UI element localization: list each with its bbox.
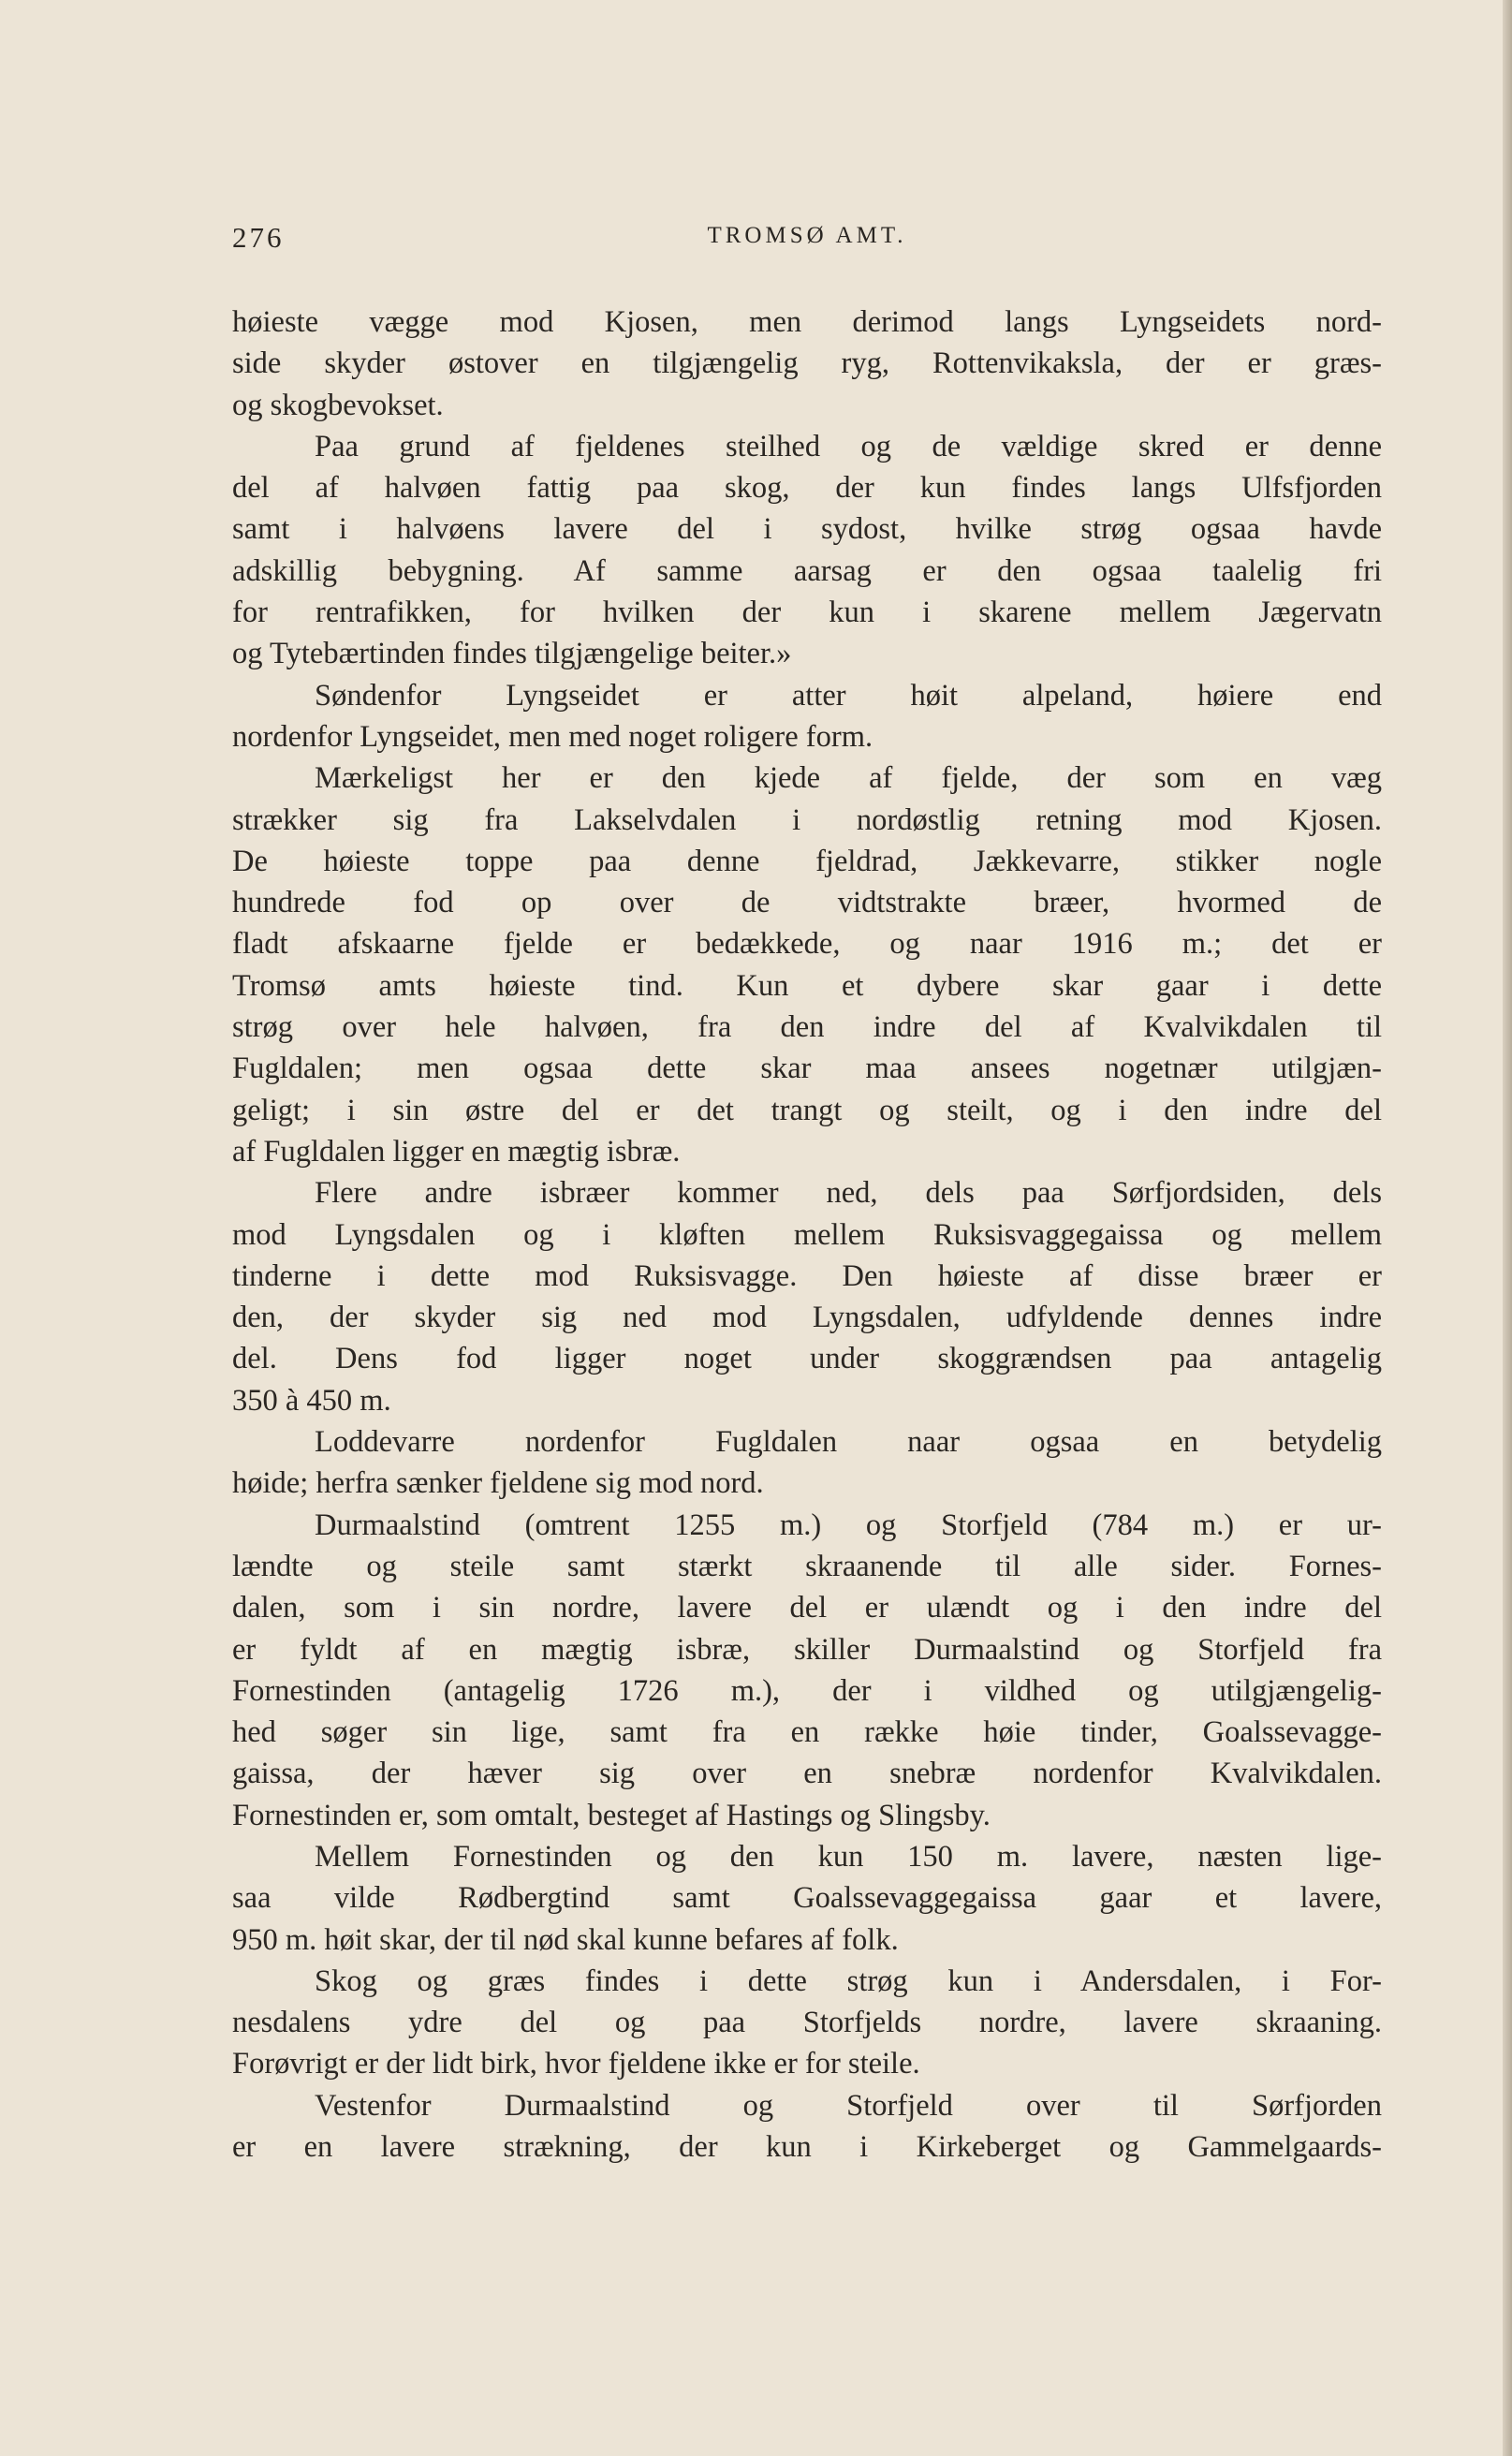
text-line: Mellem Fornestinden og den kun 150 m. lavere, næsten lige- <box>315 1839 1382 1874</box>
text-line: Skog og græs findes i dette strøg kun i Andersdalen, i For- <box>315 1963 1382 1998</box>
text-line: Durmaalstind (omtrent 1255 m.) og Storfjeld (784 m.) er ur- <box>315 1507 1382 1542</box>
text-line: geligt; i sin østre del er det trangt og steilt, og i den indre del <box>232 1093 1382 1127</box>
page-edge <box>1503 0 1512 2456</box>
text-line: samt i halvøens lavere del i sydost, hvilke strøg ogsaa havde <box>232 512 1382 547</box>
text-line: lændte og steile samt stærkt skraanende til alle sider. Fornes- <box>232 1549 1382 1583</box>
text-line: De høieste toppe paa denne fjeldrad, Jækkevarre, stikker nogle <box>232 844 1382 878</box>
text-line: strøg over hele halvøen, fra den indre del af Kvalvikdalen til <box>232 1010 1382 1045</box>
text-line: og skogbevokset. <box>232 388 444 422</box>
page-header <box>232 221 1382 258</box>
text-line: Tromsø amts høieste tind. Kun et dybere skar gaar i dette <box>232 968 1382 1003</box>
text-line: tinderne i dette mod Ruksisvagge. Den høieste af disse bræer er <box>232 1258 1382 1293</box>
body-text <box>232 301 1382 2168</box>
text-line: og Tytebærtinden findes tilgjængelige beiter.» <box>232 637 792 671</box>
text-line: Loddevarre nordenfor Fugldalen naar ogsaa en betydelig <box>315 1425 1382 1460</box>
text-line: dalen, som i sin nordre, lavere del er ulændt og i den indre del <box>232 1591 1382 1625</box>
text-line: er en lavere strækning, der kun i Kirkeberget og Gammelgaards- <box>232 2130 1382 2165</box>
text-line: Forøvrigt er der lidt birk, hvor fjeldene ikke er for steile. <box>232 2047 920 2081</box>
text-line: strækker sig fra Lakselvdalen i nordøstlig retning mod Kjosen. <box>232 802 1382 837</box>
text-line: høide; herfra sænker fjeldene sig mod nord. <box>232 1466 764 1501</box>
text-line: fladt afskaarne fjelde er bedækkede, og naar 1916 m.; det er <box>232 927 1382 962</box>
text-line: saa vilde Rødbergtind samt Goalssevaggegaissa gaar et lavere, <box>232 1881 1382 1916</box>
text-line: 350 à 450 m. <box>232 1383 391 1418</box>
text-line: af Fugldalen ligger en mægtig isbræ. <box>232 1134 681 1169</box>
page-number: 276 <box>232 221 285 254</box>
text-line: hed søger sin lige, samt fra en række høie tinder, Goalssevagge- <box>232 1715 1382 1750</box>
text-line: for rentrafikken, for hvilken der kun i skarene mellem Jægervatn <box>232 596 1382 630</box>
text-line: hundrede fod op over de vidtstrakte bræer, hvormed de <box>232 886 1382 920</box>
text-line: del. Dens fod ligger noget under skoggrændsen paa antagelig <box>232 1342 1382 1376</box>
text-line: Vestenfor Durmaalstind og Storfjeld over til Sørfjorden <box>315 2088 1382 2123</box>
text-line: del af halvøen fattig paa skog, der kun findes langs Ulfsfjorden <box>232 471 1382 506</box>
text-line: gaissa, der hæver sig over en snebræ nordenfor Kvalvikdalen. <box>232 1757 1382 1791</box>
text-line: 950 m. høit skar, der til nød skal kunne befares af folk. <box>232 1922 899 1957</box>
running-head: TROMSØ AMT. <box>707 223 907 248</box>
text-line: nesdalens ydre del og paa Storfjelds nordre, lavere skraaning. <box>232 2006 1382 2040</box>
text-line: side skyder østover en tilgjængelig ryg, Rottenvikaksla, der er græs- <box>232 346 1382 381</box>
text-line: Fugldalen; men ogsaa dette skar maa ansees nogetnær utilgjæn- <box>232 1052 1382 1086</box>
text-line: Mærkeligst her er den kjede af fjelde, der som en væg <box>315 761 1382 796</box>
text-line: adskillig bebygning. Af samme aarsag er den ogsaa taalelig fri <box>232 553 1382 588</box>
text-line: er fyldt af en mægtig isbræ, skiller Durmaalstind og Storfjeld fra <box>232 1632 1382 1667</box>
text-line: den, der skyder sig ned mod Lyngsdalen, udfyldende dennes indre <box>232 1301 1382 1335</box>
text-line: høieste vægge mod Kjosen, men derimod langs Lyngseidets nord- <box>232 305 1382 339</box>
text-line: Flere andre isbræer kommer ned, dels paa Sørfjordsiden, dels <box>315 1176 1382 1211</box>
text-line: Søndenfor Lyngseidet er atter høit alpeland, høiere end <box>315 678 1382 713</box>
text-line: Paa grund af fjeldenes steilhed og de vældige skred er denne <box>315 429 1382 463</box>
text-line: nordenfor Lyngseidet, men med noget roligere form. <box>232 719 873 754</box>
text-line: mod Lyngsdalen og i kløften mellem Ruksisvaggegaissa og mellem <box>232 1217 1382 1252</box>
text-line: Fornestinden er, som omtalt, besteget af Hastings og Slingsby. <box>232 1798 991 1832</box>
text-line: Fornestinden (antagelig 1726 m.), der i vildhed og utilgjængelig- <box>232 1673 1382 1708</box>
